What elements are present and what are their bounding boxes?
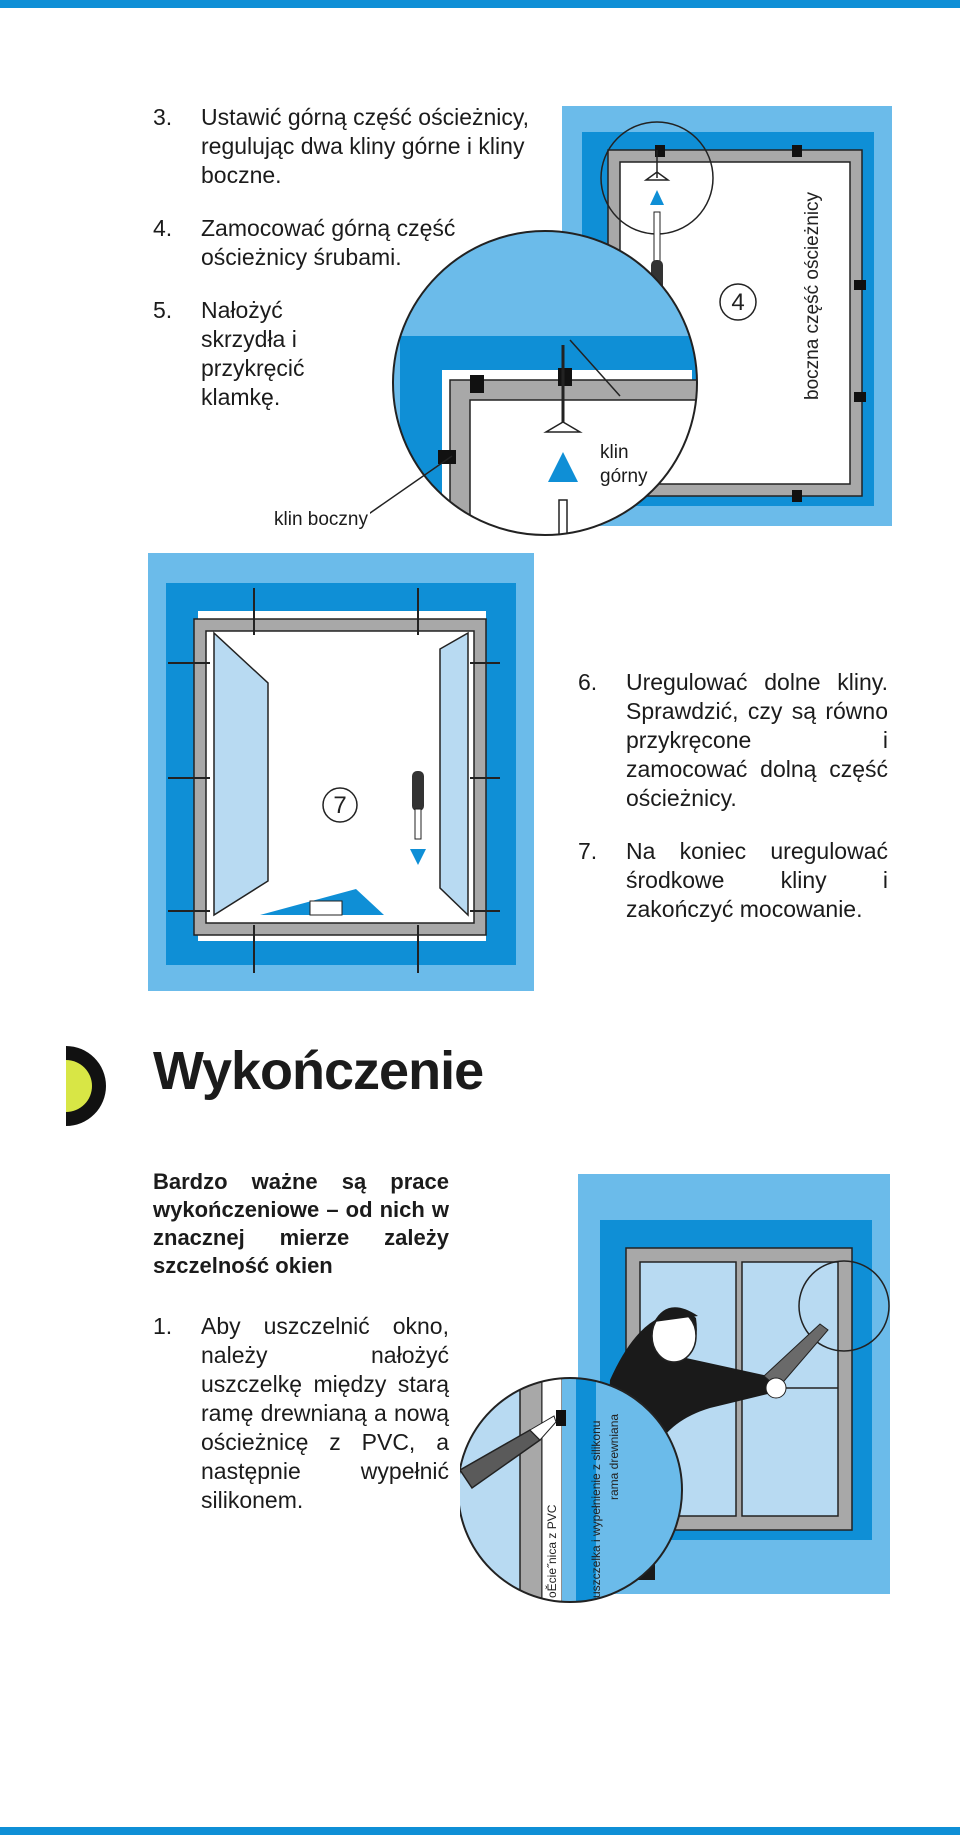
section-marker-icon [40, 1042, 110, 1130]
wood-frame-label: rama drewniana [607, 1413, 621, 1500]
section-title: Wykończenie [153, 1041, 484, 1101]
step-number-4: 4 [731, 289, 745, 316]
sash-level-diagram [148, 553, 534, 991]
step-item: 7. Na koniec uregulować środkowe kliny i zakończyć mocowanie. [578, 838, 888, 922]
step-item: 1. Aby uszczelnić okno, należy nałożyć uszczelkę między starą ramę drewnianą a nową ościeżnicę z PVC, a następnie wypełnić silikonem. [153, 1313, 449, 1513]
frame-top-diagram [370, 100, 895, 560]
pvc-frame-label: oĚcie˝nica z PVC [545, 1504, 559, 1598]
seal-label: uszczelka i wypełnienie z silikonu [589, 1420, 603, 1598]
step-number-7: 7 [333, 792, 347, 819]
steps-list-bottom [153, 1312, 449, 1539]
side-wedge-label: klin boczny [274, 509, 368, 530]
steps-list-middle [578, 668, 888, 948]
bottom-accent-bar [0, 1827, 960, 1835]
step-item: 6. Uregulować dolne kliny. Sprawdzić, czy są równo przykręcone i zamocować dolną część ościeżnicy. [578, 669, 888, 811]
step-item: 5. Nałożyć skrzydła i przykręcić klamkę. [153, 297, 305, 410]
intro-text: Bardzo ważne są prace wykończeniowe – od nich w znacznej mierze zależy szczelność okien [153, 1169, 449, 1278]
sealing-diagram [460, 1170, 895, 1610]
top-wedge-label: klin górny [600, 442, 648, 487]
step-item: 4. Zamocować górną część ościeżnicy śrubami. [153, 215, 456, 270]
top-accent-bar [0, 0, 960, 8]
step-item: 3. Ustawić górną część ościeżnicy, regulując dwa kliny górne i kliny boczne. [153, 104, 530, 188]
side-frame-label: boczna część ościeżnicy [802, 191, 823, 400]
